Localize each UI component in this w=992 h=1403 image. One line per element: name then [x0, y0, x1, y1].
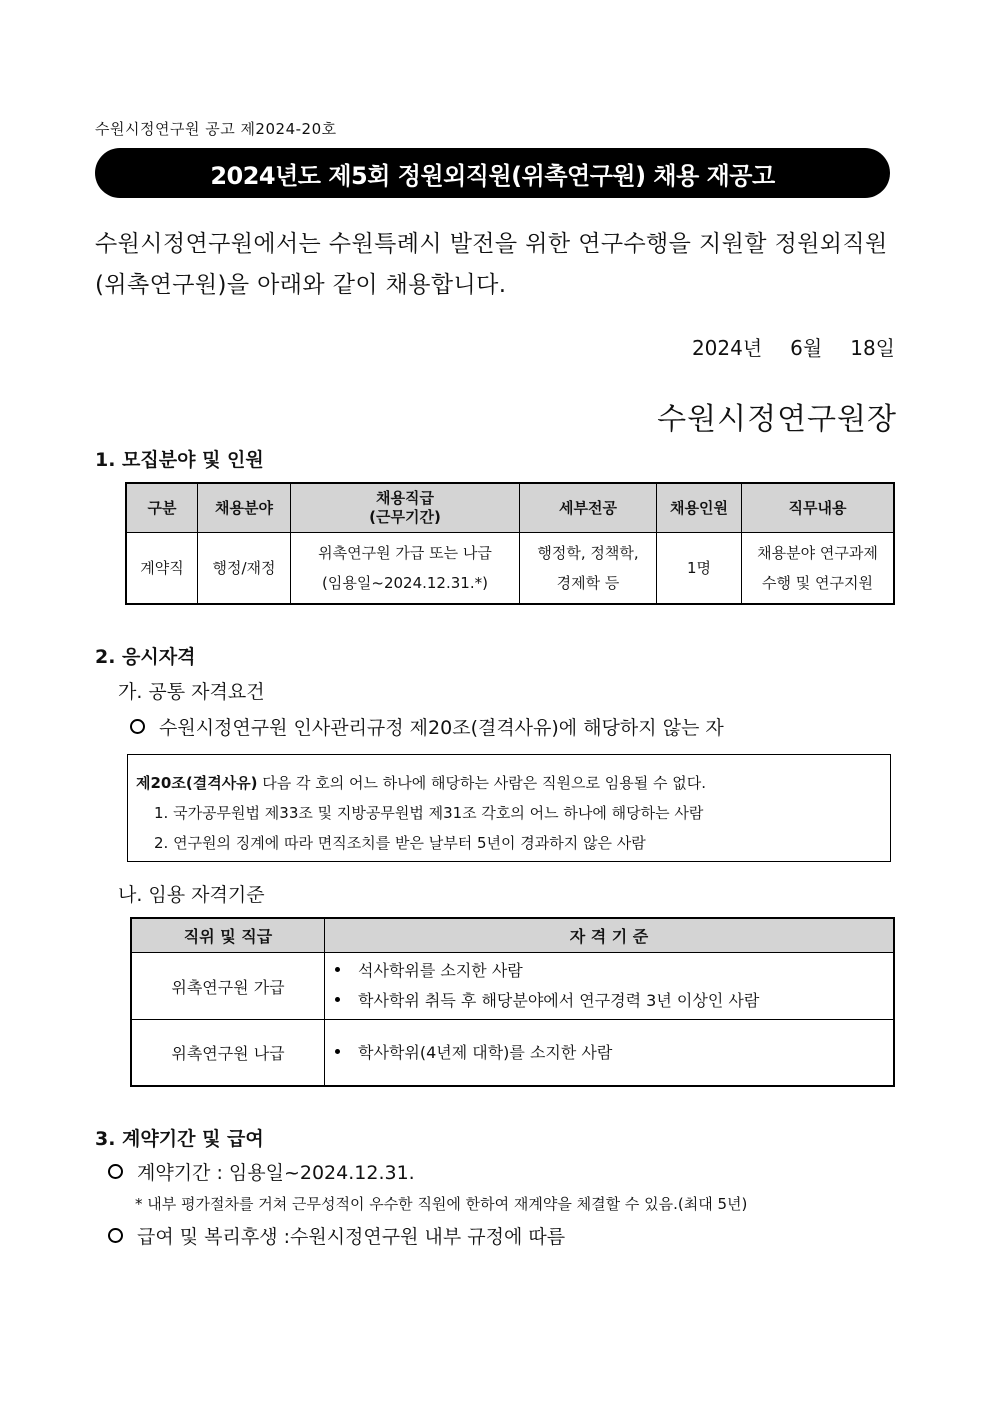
header-field: 채용분야 [198, 483, 291, 533]
subsection-qualification-criteria: 나. 임용 자격기준 [118, 884, 265, 906]
date-day: 18일 [850, 336, 895, 360]
recruitment-table-header [126, 483, 894, 533]
common-requirement-item [130, 713, 724, 740]
table-row [126, 533, 894, 605]
date-month: 6월 [790, 336, 823, 360]
table-row [131, 1020, 894, 1087]
cell-type: 계약직 [126, 533, 198, 605]
cell-position: 위촉연구원 나급 [131, 1020, 325, 1087]
disqualification-item-1: 1. 국가공무원법 제33조 및 지방공무원법 제31조 각호의 어느 하나에 해당하는 사람 [154, 804, 704, 822]
qualification-table [130, 917, 895, 1087]
subsection-common-requirements: 가. 공통 자격요건 [118, 681, 265, 703]
header-count: 채용인원 [657, 483, 742, 533]
disqualification-box [127, 754, 891, 862]
header-grade [291, 483, 520, 533]
criteria-text: 석사학위를 소지한 사람 [358, 961, 523, 980]
date-year: 2024년 [691, 336, 763, 360]
bullet-dot-icon [335, 997, 340, 1002]
salary-text: 급여 및 복리후생 :수원시정연구원 내부 규정에 따름 [137, 1226, 566, 1248]
header-grade-line2: (근무기간) [369, 508, 441, 526]
section3-title: 3. 계약기간 및 급여 [95, 1128, 264, 1150]
header-duty: 직무내용 [742, 483, 895, 533]
announcement-date [692, 332, 895, 361]
contract-period-item [108, 1158, 415, 1185]
recruitment-table [125, 482, 895, 605]
disqualification-item-2: 2. 연구원의 징계에 따라 면직조치를 받은 날부터 5년이 경과하지 않은 사람 [154, 834, 646, 852]
criteria-item [335, 986, 892, 1016]
header-major: 세부전공 [520, 483, 657, 533]
circle-bullet-icon [108, 1228, 123, 1243]
section1-title: 1. 모집분야 및 인원 [95, 449, 264, 471]
cell-grade-line1: 위촉연구원 가급 또는 나급 [318, 544, 492, 562]
cell-duty-line1: 채용분야 연구과제 [757, 544, 878, 562]
circle-bullet-icon [108, 1164, 123, 1179]
disqualification-heading-rest: 다음 각 호의 어느 하나에 해당하는 사람은 직원으로 임용될 수 없다. [257, 774, 706, 792]
cell-major [520, 533, 657, 605]
criteria-text: 학사학위 취득 후 해당분야에서 연구경력 3년 이상인 사람 [358, 991, 760, 1010]
cell-field: 행정/재정 [198, 533, 291, 605]
cell-grade-line2: (임용일~2024.12.31.*) [322, 574, 488, 592]
table-row [131, 953, 894, 1020]
cell-duty [742, 533, 895, 605]
notice-number: 수원시정연구원 공고 제2024-20호 [95, 120, 337, 138]
disqualification-heading: 제20조(결격사유) [136, 774, 258, 792]
qualification-table-header [131, 918, 894, 953]
cell-position: 위촉연구원 가급 [131, 953, 325, 1020]
cell-criteria [325, 953, 895, 1020]
criteria-text: 학사학위(4년제 대학)를 소지한 사람 [358, 1042, 613, 1062]
disqualification-heading-line [136, 768, 882, 798]
bullet-dot-icon [335, 1049, 340, 1054]
page-title: 2024년도 제5회 정원외직원(위촉연구원) 채용 재공고 [95, 148, 890, 198]
contract-period-text: 계약기간 : 임용일~2024.12.31. [137, 1162, 415, 1184]
cell-major-line1: 행정학, 정책학, [537, 544, 639, 562]
intro-paragraph: 수원시정연구원에서는 수원특례시 발전을 위한 연구수행을 지원할 정원외직원(위촉연구원)을 아래와 같이 채용합니다. [95, 231, 888, 298]
cell-grade [291, 533, 520, 605]
salary-item [108, 1222, 565, 1249]
section2-title: 2. 응시자격 [95, 646, 196, 668]
criteria-item [335, 956, 892, 986]
criteria-item [335, 1038, 892, 1068]
header-position: 직위 및 직급 [131, 918, 325, 953]
cell-criteria [325, 1020, 895, 1087]
circle-bullet-icon [130, 719, 145, 734]
cell-count: 1명 [657, 533, 742, 605]
header-type: 구분 [126, 483, 198, 533]
cell-duty-line2: 수행 및 연구지원 [762, 574, 873, 592]
header-criteria: 자 격 기 준 [325, 918, 895, 953]
bullet-dot-icon [335, 967, 340, 972]
signer: 수원시정연구원장 [657, 402, 897, 437]
header-grade-line1: 채용직급 [376, 489, 434, 507]
cell-major-line2: 경제학 등 [556, 574, 620, 592]
common-requirement-text: 수원시정연구원 인사관리규정 제20조(결격사유)에 해당하지 않는 자 [159, 717, 724, 739]
renewal-note: * 내부 평가절차를 거쳐 근무성적이 우수한 직원에 한하여 재계약을 체결할 수 있음.(최대 5년) [135, 1195, 748, 1213]
